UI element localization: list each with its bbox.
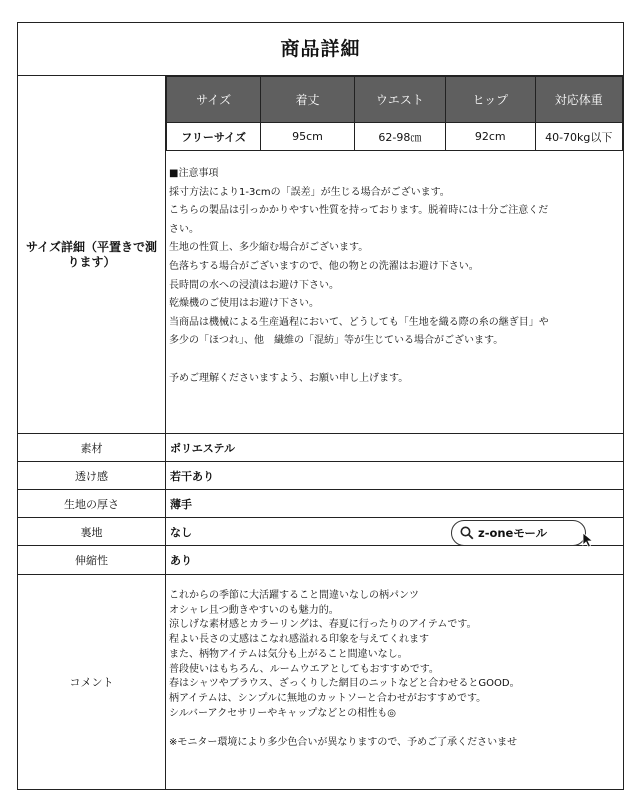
size-table-header	[167, 77, 623, 123]
spec-value: 若干あり	[170, 469, 214, 483]
spec-label: 素材	[18, 434, 166, 461]
spec-value: あり	[170, 554, 192, 567]
comment-line: 程よい長さの丈感はこなれ感溢れる印象を与えてくれます	[169, 634, 429, 646]
spec-label: 伸縮性	[18, 546, 166, 574]
search-icon	[460, 526, 474, 540]
size-cell: 62-98㎝	[354, 123, 445, 151]
comment-line: 春はシャツやブラウス、ざっくりした網目のニットなどと合わせるとGOOD。	[169, 678, 520, 690]
comment-label: コメント	[18, 575, 166, 789]
note-line	[169, 351, 619, 370]
spec-label: 透け感	[18, 462, 166, 489]
size-table	[166, 76, 623, 151]
comment-line: これからの季節に大活躍すること間違いなしの柄パンツ	[169, 590, 419, 601]
comment-line	[169, 721, 619, 736]
spec-label: 生地の厚さ	[18, 490, 166, 517]
comment-text	[169, 589, 619, 751]
note-line: 乾燥機のご使用はお避け下さい。	[169, 298, 319, 310]
size-header-cell: サイズ	[167, 77, 261, 123]
size-cell: 92cm	[446, 123, 535, 151]
note-line: 採寸方法により1-3cmの「誤差」が生じる場合がございます。	[169, 186, 450, 198]
spec-label: 裏地	[18, 518, 166, 545]
size-cell: フリーサイズ	[167, 123, 261, 151]
spec-value: 薄手	[170, 497, 192, 511]
size-header-cell: 対応体重	[535, 77, 622, 123]
note-line: さい。	[169, 223, 199, 235]
comment-line: 普段使いはもちろん、ルームウエアとしてもおすすめです。	[169, 663, 439, 675]
note-line: 色落ちする場合がございますので、他の物との洗濯はお避け下さい。	[169, 260, 479, 272]
note-line: 生地の性質上、多少縮む場合がございます。	[169, 242, 369, 254]
size-header-cell: ヒップ	[446, 77, 535, 123]
size-header-cell: ウエスト	[354, 77, 445, 123]
spec-value: ポリエステル	[170, 441, 236, 455]
comment-line: 涼しげな素材感とカラーリングは、春夏に行ったりのアイテムです。	[169, 619, 477, 631]
note-line: 当商品は機械による生産過程において、どうしても「生地を織る際の糸の継ぎ目」や	[169, 316, 549, 328]
comment-line: ※モニター環境により多少色合いが異なりますので、予めご了承くださいませ	[169, 737, 518, 749]
care-notes	[169, 165, 619, 388]
size-table-row	[167, 123, 623, 151]
note-line: 長時間の水への浸漬はお避け下さい。	[169, 279, 339, 291]
store-search-badge[interactable]	[451, 520, 586, 546]
comment-line: シルバーアクセサリーやキャップなどとの相性も◎	[169, 707, 396, 719]
comment-line: オシャレ且つ動きやすいのも魅力的。	[169, 604, 339, 616]
note-line: こちらの製品は引っかかりやすい性質を持っております。脱着時には十分ご注意くだ	[169, 205, 549, 217]
size-header-cell: 着丈	[261, 77, 354, 123]
note-line: 予めご理解くださいますよう、お願い申し上げます。	[169, 372, 409, 384]
store-search-text: z-oneモール	[478, 526, 548, 540]
cursor-arrow-icon	[582, 532, 596, 548]
comment-line: また、柄物アイテムは気分も上がること間違いなし。	[169, 648, 408, 660]
size-cell: 40-70kg以下	[535, 123, 622, 151]
size-cell: 95cm	[261, 123, 354, 151]
note-line: ■注意事項	[169, 168, 219, 179]
size-section-label: サイズ詳細（平置きで測ります）	[18, 76, 166, 433]
page-title: 商品詳細	[18, 23, 623, 76]
spec-value: なし	[170, 525, 192, 539]
product-detail-sheet	[17, 22, 624, 790]
comment-line: 柄アイテムは、シンプルに無地のカットソーと合わせがおすすめです。	[169, 692, 487, 704]
note-line: 多少の「ほつれ」、他 繊維の「混紡」等が生じている場合がございます。	[169, 335, 504, 347]
